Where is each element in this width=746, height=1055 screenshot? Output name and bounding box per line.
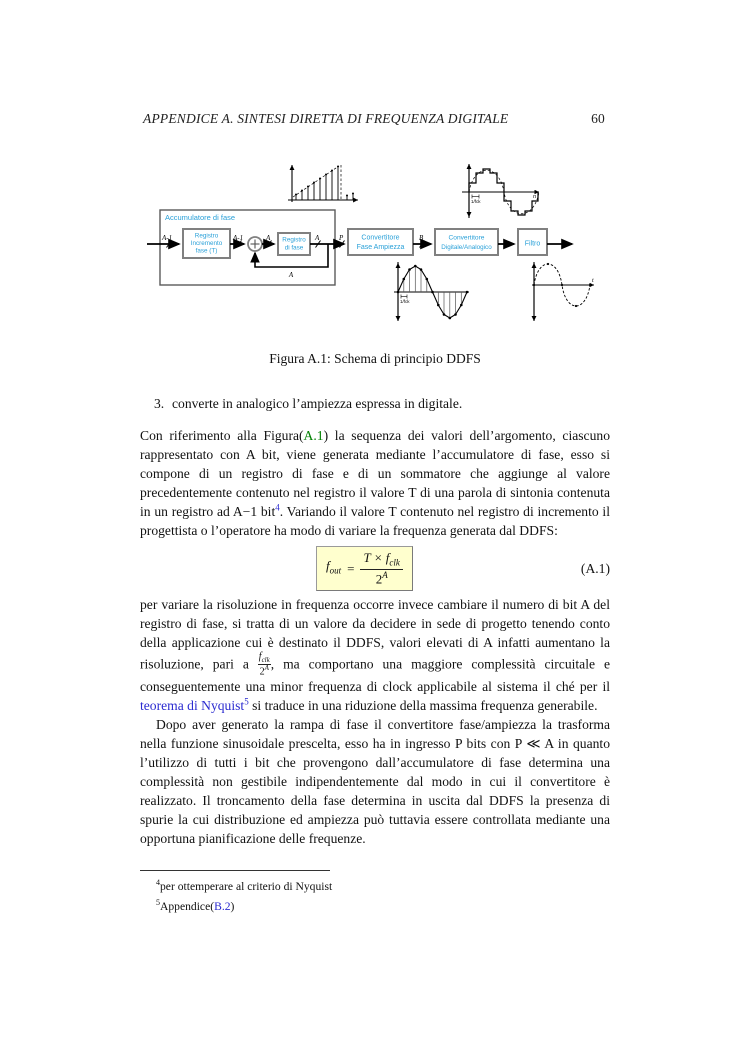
svg-text:di fase: di fase <box>284 244 304 252</box>
equation-row <box>140 547 610 589</box>
accumulator-label: Accumulatore di fase <box>165 213 236 222</box>
para1-text-1: Con riferimento alla Figura( <box>140 428 304 443</box>
nyquist-link[interactable]: teorema di Nyquist <box>140 698 245 714</box>
footnote-area <box>140 870 610 915</box>
list-item-marker: 3. <box>154 396 165 411</box>
waveform-stepped-sine <box>462 164 539 218</box>
bus-label-after-reg: A-1 <box>233 234 244 242</box>
block-registro-fase <box>278 233 310 255</box>
footnote-5-text-2: ) <box>230 899 235 913</box>
eq-lhs: $f_{out}$ <box>326 557 342 576</box>
appendix-b2-link[interactable]: B.2 <box>214 899 231 913</box>
para2-text-3: si traduce in una riduzione della massima frequenza generabile. <box>248 698 598 714</box>
footnote-5 <box>140 895 610 915</box>
t-axis-label: t <box>592 278 594 284</box>
feedback-label: A <box>288 271 294 279</box>
waveform-output-sine <box>532 262 594 321</box>
waveform-phase-ramp <box>288 165 358 202</box>
list-item-text: converte in analogico l’ampiezza espressa in digitale. <box>172 396 463 411</box>
bus-label-p: P <box>339 234 344 242</box>
eq-equals: = <box>347 560 355 576</box>
paragraph-3: Dopo aver generato la rampa di fase il convertitore fase/ampiezza la trasforma nella funzione sinusoidale prescelta, esso ha in ingresso P bits con P ≪ A in quanto l’utilizzo di tutti i bit che provengono dall’accumulatore di fase determina una complessità non gestibile indipendentemente dal modo in cui il convertitore è realizzato. Il troncamento della fase determina in uscita dal DDFS la presenza di spurie la cui distribuzione ed ampiezza può tuttavia essere controllata mediante una opportuna pianificazione delle frequenze. <box>140 717 610 847</box>
footnote-5-text-1: Appendice( <box>160 899 215 913</box>
footnote-4 <box>140 875 610 895</box>
svg-text:Fase Ampiezza: Fase Ampiezza <box>356 244 405 251</box>
block-conv-digitale-analogico <box>435 229 498 255</box>
page-header <box>143 111 605 127</box>
footnote-4-text: per ottemperare al criterio di Nyquist <box>160 879 333 893</box>
list-item-3 <box>154 396 610 412</box>
equation-number: (A.1) <box>580 560 610 576</box>
para1-text-3: . Variando il valore T contenuto nel registro di incremento il progettista o l’operatore ha modo di variare la frequenza generata dal DDFS: <box>140 504 610 538</box>
fck-label-1: 1/fck <box>471 199 481 204</box>
para2-text-2: , ma comportano una maggiore complessità circuitale e conseguentemente una minor frequenza di clock applicabile al sistema il ché per il <box>140 656 610 695</box>
page-number: 60 <box>591 111 605 126</box>
fck-label-2: 1/fck <box>400 299 410 304</box>
figure-a1 <box>145 150 605 335</box>
figure-ref-link[interactable]: A.1 <box>303 428 324 443</box>
ddfs-block-diagram <box>145 150 605 335</box>
waveform-sampled-sine <box>394 262 469 321</box>
svg-text:Filtro: Filtro <box>524 240 541 248</box>
footnote-4-marker: 4 <box>156 878 160 887</box>
header-title: APPENDICE A. SINTESI DIRETTA DI FREQUENZA DIGITALE <box>143 111 509 126</box>
svg-text:Registro: Registro <box>282 236 306 244</box>
paragraph-1 <box>140 426 610 540</box>
svg-text:Registro: Registro <box>194 232 219 240</box>
svg-text:Convertitore: Convertitore <box>448 234 485 242</box>
footnote-5-marker: 5 <box>156 897 160 907</box>
eq-fraction: $\frac{T \times f_{clk}}{2^A}$ <box>360 551 402 586</box>
bus-label-after-phase-reg: A <box>315 234 320 242</box>
footnote-5-ref[interactable]: 5 <box>244 696 249 707</box>
adder-icon <box>248 237 262 251</box>
bus-label-b: B <box>419 234 424 242</box>
svg-text:fase (T): fase (T) <box>195 247 218 255</box>
inline-fraction: $\frac{f_{clk}}{2^A}$ <box>258 651 270 678</box>
bus-label-after-adder: A <box>266 234 271 242</box>
para1-text-2: ) la sequenza dei valori dell’argomento, ciascuno rappresentato con A bit, viene generata mediante l’accumulatore di fase, esso si compone di un registro di fase e di un sommatore che aggiunge al valore precedentemente contenuto nel registro il valore T di una parola di sintonia contenuta in un registro ad A−1 bit <box>140 428 610 519</box>
footnote-4-ref[interactable]: 4 <box>275 502 280 513</box>
equation-a1-box <box>316 546 413 591</box>
paragraph-2 <box>140 595 610 715</box>
svg-text:Digitale/Analogico: Digitale/Analogico <box>441 244 492 251</box>
para2-text-1: per variare la risoluzione in frequenza occorre invece cambiare il numero di bit A del registro di fase, si tratta di un valore da decidere in sede di progetto tenendo conto della applicazione cui è destinato il DDFS, valori elevati di A infatti aumentano la risoluzione, pari a <box>140 597 610 672</box>
figure-caption: Figura A.1: Schema di principio DDFS <box>269 351 481 366</box>
block-filtro <box>518 229 547 255</box>
footnote-rule <box>140 870 330 871</box>
svg-text:Convertitore: Convertitore <box>361 234 400 242</box>
block-registro-incremento <box>183 229 230 258</box>
block-conv-fase-ampiezza <box>348 229 413 255</box>
n-axis-label: n <box>533 194 536 200</box>
body-text <box>140 426 610 848</box>
svg-text:Incremento: Incremento <box>190 240 223 247</box>
bus-label-input: A-1 <box>162 234 173 242</box>
